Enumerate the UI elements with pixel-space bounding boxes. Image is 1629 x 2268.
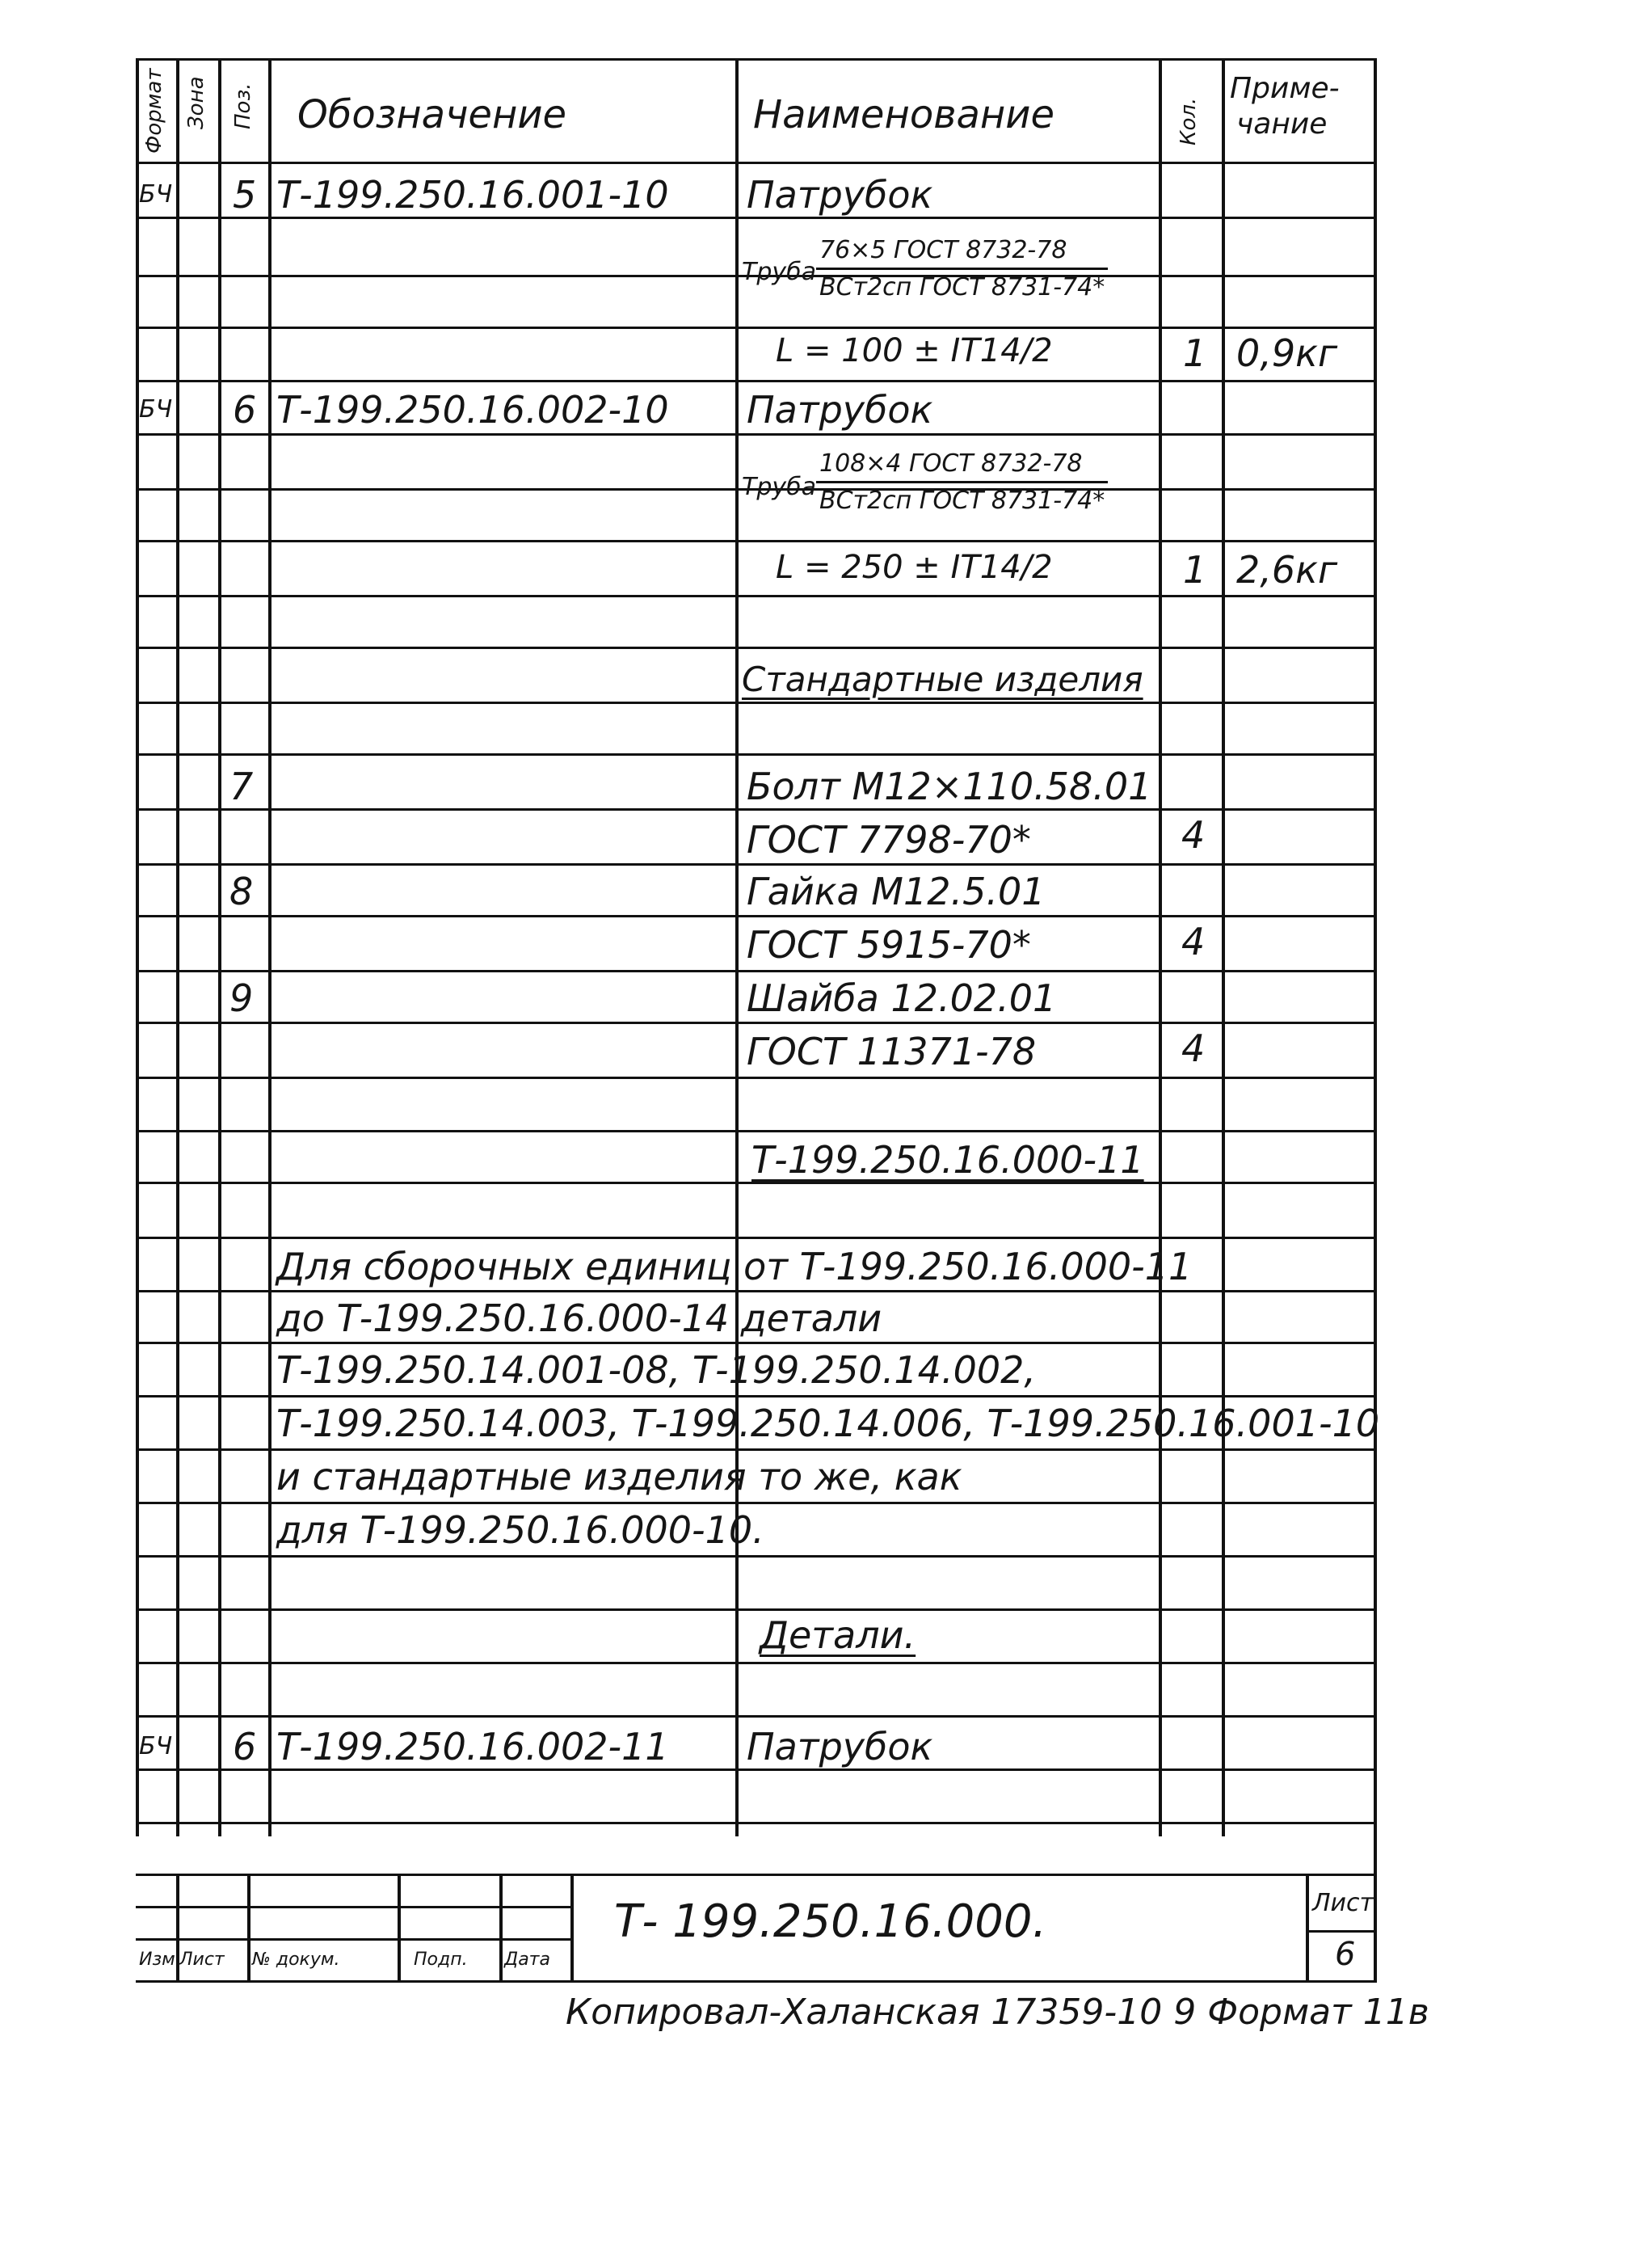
stamp-col-date: Дата bbox=[504, 1950, 550, 1970]
stamp-mid bbox=[136, 1906, 572, 1908]
row-line bbox=[136, 1555, 1377, 1558]
row-name: L = 250 ± IT14/2 bbox=[776, 549, 1053, 586]
stamp-col-list: Лист bbox=[179, 1950, 225, 1970]
stamp-col bbox=[499, 1874, 503, 1980]
row-name: Патрубок bbox=[747, 173, 933, 217]
row-format: БЧ bbox=[139, 1732, 173, 1760]
stamp-sheet-number: 6 bbox=[1335, 1936, 1356, 1973]
row-name: Патрубок bbox=[747, 388, 933, 432]
row-line bbox=[136, 702, 1377, 704]
row-qty: 4 bbox=[1181, 920, 1206, 963]
pipe-prefix: Труба bbox=[742, 473, 817, 501]
row-name: L = 100 ± IT14/2 bbox=[776, 332, 1053, 369]
row-format: БЧ bbox=[139, 395, 173, 424]
row-qty: 4 bbox=[1181, 813, 1206, 857]
row-pos: 6 bbox=[233, 388, 257, 432]
pipe-fraction-num: 108×4 ГОСТ 8732-78 bbox=[816, 449, 1108, 483]
header-note-1: Приме- bbox=[1230, 72, 1340, 105]
note-line: Т-199.250.14.003, Т-199.250.14.006, Т-199.250.16.001-10 bbox=[276, 1402, 1380, 1445]
row-line bbox=[136, 1237, 1377, 1239]
row-line bbox=[136, 1130, 1377, 1132]
row-line bbox=[136, 1502, 1377, 1504]
row-name: Гайка М12.5.01 bbox=[747, 870, 1046, 913]
col-line-zone bbox=[218, 58, 221, 1836]
row-designation: Т-199.250.16.002-10 bbox=[276, 388, 669, 432]
row-line bbox=[136, 540, 1377, 542]
pipe-fraction-num: 76×5 ГОСТ 8732-78 bbox=[816, 236, 1108, 270]
row-line bbox=[136, 1768, 1377, 1771]
note-line: до Т-199.250.16.000-14 детали bbox=[276, 1296, 882, 1340]
row-name: ГОСТ 11371-78 bbox=[747, 1030, 1037, 1073]
col-line-pos bbox=[268, 58, 272, 1836]
row-pos: 9 bbox=[229, 976, 254, 1020]
note-line: и стандартные изделия то же, как bbox=[276, 1455, 962, 1499]
stamp-mid2 bbox=[136, 1938, 572, 1941]
row-qty: 1 bbox=[1183, 548, 1207, 592]
row-line bbox=[136, 1077, 1377, 1079]
pipe-fraction-den: ВСт2сп ГОСТ 8731-74* bbox=[819, 273, 1105, 301]
row-pos: 6 bbox=[233, 1725, 257, 1768]
frame-top bbox=[136, 58, 1377, 61]
pipe-fraction bbox=[816, 236, 1108, 301]
section-title-standard: Стандартные изделия bbox=[742, 660, 1143, 699]
stamp-sheet-line bbox=[1306, 1930, 1377, 1933]
row-line bbox=[136, 1182, 1377, 1184]
row-designation: Т-199.250.16.001-10 bbox=[276, 173, 669, 217]
row-line bbox=[136, 1342, 1377, 1344]
col-line-format bbox=[176, 58, 179, 1836]
row-line bbox=[136, 380, 1377, 382]
header-qty: Кол. bbox=[1176, 97, 1201, 145]
header-name: Наименование bbox=[753, 92, 1055, 137]
row-line bbox=[136, 1448, 1377, 1451]
stamp-col-doc: № докум. bbox=[252, 1950, 340, 1970]
frame-left bbox=[136, 58, 139, 1836]
row-qty: 1 bbox=[1183, 331, 1207, 375]
row-line bbox=[136, 753, 1377, 756]
row-line bbox=[136, 1662, 1377, 1664]
row-name: ГОСТ 5915-70* bbox=[747, 923, 1031, 967]
row-line bbox=[136, 808, 1377, 811]
row-name: ГОСТ 7798-70* bbox=[747, 818, 1031, 862]
row-pos: 8 bbox=[229, 870, 254, 913]
row-line bbox=[136, 1290, 1377, 1292]
stamp-top bbox=[136, 1874, 1377, 1876]
row-format: БЧ bbox=[139, 180, 173, 209]
frame-right bbox=[1374, 58, 1377, 1982]
row-line bbox=[136, 915, 1377, 917]
row-line bbox=[136, 647, 1377, 649]
header-designation: Обозначение bbox=[297, 92, 567, 137]
pipe-fraction-den: ВСт2сп ГОСТ 8731-74* bbox=[819, 487, 1105, 515]
row-line bbox=[136, 327, 1377, 329]
stamp-col-sign: Подп. bbox=[414, 1950, 468, 1970]
row-line bbox=[136, 1608, 1377, 1611]
row-line bbox=[136, 1822, 1377, 1824]
stamp-col bbox=[398, 1874, 401, 1980]
row-pos: 5 bbox=[233, 173, 257, 217]
stamp-col bbox=[247, 1874, 250, 1980]
row-qty: 4 bbox=[1181, 1027, 1206, 1070]
row-name: Шайба 12.02.01 bbox=[747, 976, 1057, 1020]
variant-designation: Т-199.250.16.000-11 bbox=[751, 1138, 1144, 1182]
row-note: 0,9кг bbox=[1236, 331, 1338, 375]
stamp-document-code: Т- 199.250.16.000. bbox=[614, 1895, 1047, 1948]
stamp-col bbox=[570, 1874, 574, 1980]
row-line bbox=[136, 1022, 1377, 1024]
row-name: Патрубок bbox=[747, 1725, 933, 1768]
stamp-col bbox=[1306, 1874, 1309, 1980]
header-pos: Поз. bbox=[231, 82, 255, 129]
col-line-designation bbox=[735, 58, 739, 1836]
pipe-fraction bbox=[816, 449, 1108, 515]
stamp-sheet-label: Лист bbox=[1312, 1889, 1374, 1917]
footer-copy-line: Копировал-Халанская 17359-10 9 Формат 11в bbox=[566, 1992, 1429, 2033]
row-line bbox=[136, 970, 1377, 972]
row-line bbox=[136, 433, 1377, 436]
header-format: Формат bbox=[142, 68, 166, 154]
row-designation: Т-199.250.16.002-11 bbox=[276, 1725, 669, 1768]
stamp-col-izm: Изм bbox=[139, 1950, 175, 1970]
row-line bbox=[136, 1715, 1377, 1718]
note-line: Для сборочных единиц от Т-199.250.16.000-11 bbox=[276, 1245, 1193, 1288]
row-name: Болт М12×110.58.01 bbox=[747, 765, 1152, 808]
col-line-qty bbox=[1222, 58, 1225, 1836]
row-line bbox=[136, 217, 1377, 219]
note-line: для Т-199.250.16.000-10. bbox=[276, 1508, 764, 1552]
row-pos: 7 bbox=[229, 765, 254, 808]
col-line-name bbox=[1159, 58, 1162, 1836]
section-title-details: Детали. bbox=[760, 1613, 916, 1657]
stamp-bottom bbox=[136, 1980, 1377, 1983]
header-zone: Зона bbox=[184, 76, 208, 129]
row-note: 2,6кг bbox=[1236, 548, 1338, 592]
row-line bbox=[136, 595, 1377, 597]
row-line bbox=[136, 863, 1377, 866]
header-bottom bbox=[136, 162, 1377, 164]
row-line bbox=[136, 1395, 1377, 1397]
note-line: Т-199.250.14.001-08, Т-199.250.14.002, bbox=[276, 1348, 1036, 1392]
header-note-2: чание bbox=[1236, 107, 1328, 141]
pipe-prefix: Труба bbox=[742, 258, 817, 286]
